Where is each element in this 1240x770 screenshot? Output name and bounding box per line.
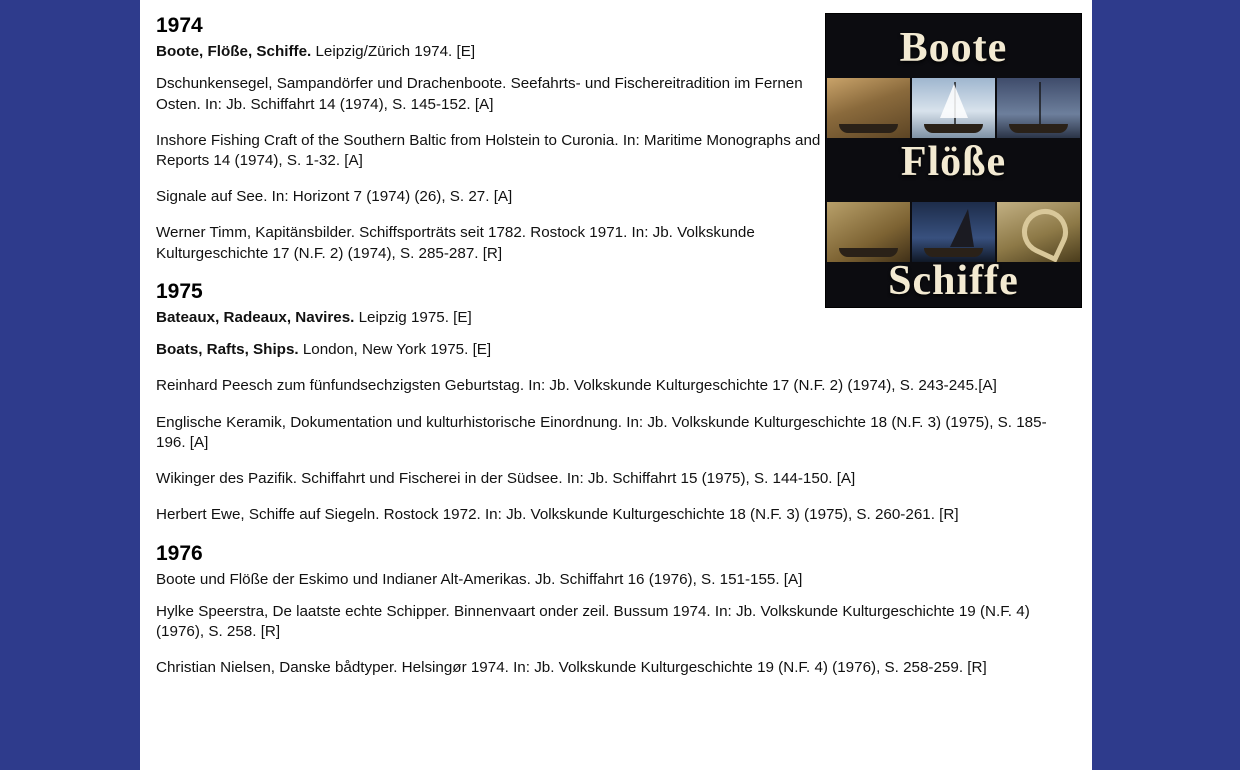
entry-text: Inshore Fishing Craft of the Southern Baltic from Holstein to Curonia. In: Maritime Monographs and Reports 14 (1974), S. 1-32. [A] [156, 131, 821, 170]
bibliography-entry [156, 602, 1076, 642]
year-heading-1976: 1976 [156, 541, 203, 565]
bibliography-entry [156, 658, 1076, 678]
entry-text: Leipzig 1975. [E] [354, 309, 472, 327]
cover-photo-strip-bottom [826, 202, 1081, 262]
cover-photo-strip-top [826, 78, 1081, 138]
book-cover-image [826, 14, 1081, 307]
entry-text: Herbert Ewe, Schiffe auf Siegeln. Rostock 1972. In: Jb. Volkskunde Kulturgeschichte 18 (N.F. 3) (1975), S. 260-261. [R] [156, 506, 959, 524]
bibliography-entry [156, 469, 1076, 489]
bibliography-entry [156, 413, 1076, 453]
cover-photo-boat-b [912, 78, 995, 138]
bibliography-entry [156, 42, 828, 62]
entry-text: Reinhard Peesch zum fünfundsechzigsten Geburtstag. In: Jb. Volkskunde Kulturgeschichte 17 (N.F. 2) (1974), S. 243-245.[A] [156, 377, 997, 395]
entry-title: Bateaux, Radeaux, Navires. [156, 309, 355, 327]
bibliography-entry [156, 223, 828, 263]
entry-text: Wikinger des Pazifik. Schiffahrt und Fischerei in der Südsee. In: Jb. Schiffahrt 15 (1975), S. 144-150. [A] [156, 470, 856, 488]
year-heading-1975: 1975 [156, 279, 203, 303]
entry-text: London, New York 1975. [E] [298, 341, 492, 359]
entry-text: Boote und Flöße der Eskimo und Indianer Alt-Amerikas. Jb. Schiffahrt 16 (1976), S. 151-155. [A] [156, 570, 803, 588]
entry-text: Werner Timm, Kapitänsbilder. Schiffsporträts seit 1782. Rostock 1971. In: Jb. Volkskunde Kulturgeschichte 17 (N.F. 2) (1974), S. 285-287. [R] [156, 224, 755, 262]
bibliography-entry [156, 131, 828, 171]
entry-text: Hylke Speerstra, De laatste echte Schipper. Binnenvaart onder zeil. Bussum 1974. In: Jb. Volkskunde Kulturgeschichte 19 (N.F. 4) (1976), S. 258. [R] [156, 602, 1030, 641]
entry-text: Dschunkensegel, Sampandörfer und Drachenboote. Seefahrts- und Fischereitradition im Fernen Osten. In: Jb. Schiffahrt 14 (1974), S. 145-152. [A] [156, 75, 803, 113]
cover-photo-boat-e [912, 202, 995, 262]
bibliography-entry [156, 505, 1076, 525]
cover-title-line-2: Flöße [900, 139, 1007, 185]
year-heading-1974: 1974 [156, 14, 203, 37]
bibliography-entry [156, 340, 1076, 360]
entry-title: Boats, Rafts, Ships. [156, 341, 299, 359]
entry-text: Leipzig/Zürich 1974. [E] [311, 43, 476, 61]
document-page [140, 0, 1092, 770]
year-1974-entries [156, 42, 828, 328]
cover-title-line-3: Schiffe [888, 258, 1019, 304]
bibliography-entry [156, 308, 828, 328]
entry-text: Signale auf See. In: Horizont 7 (1974) (26), S. 27. [A] [156, 188, 513, 206]
cover-photo-boat-a [827, 78, 910, 138]
cover-photo-boat-f [997, 202, 1080, 262]
cover-photo-boat-c [997, 78, 1080, 138]
cover-title-line-1: Boote [899, 25, 1008, 71]
bibliography-entry [156, 376, 1076, 396]
cover-photo-boat-d [827, 202, 910, 262]
bibliography-entry [156, 74, 828, 114]
entry-text: Englische Keramik, Dokumentation und kulturhistorische Einordnung. In: Jb. Volkskunde Kulturgeschichte 18 (N.F. 3) (1975), S. 185-196. [A] [156, 413, 1047, 451]
bibliography-entry [156, 570, 1076, 590]
entry-title: Boote, Flöße, Schiffe. [156, 43, 312, 61]
entry-text: Christian Nielsen, Danske bådtyper. Helsingør 1974. In: Jb. Volkskunde Kulturgeschichte 19 (N.F. 4) (1976), S. 258-259. [R] [156, 659, 987, 677]
bibliography-entry [156, 187, 828, 207]
